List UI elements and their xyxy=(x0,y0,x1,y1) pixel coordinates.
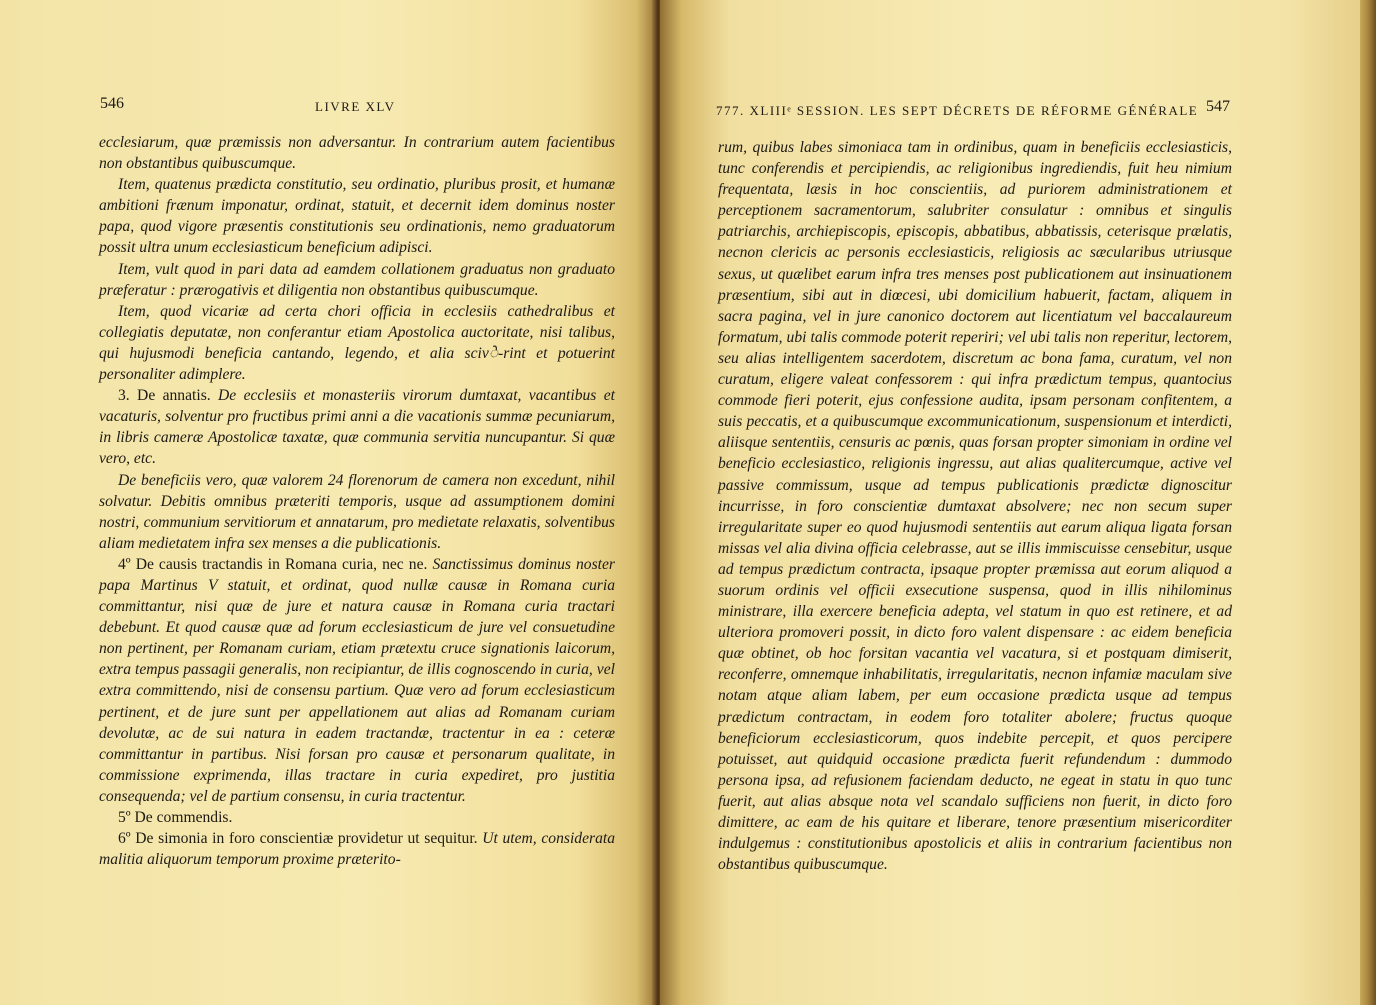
body-text-right xyxy=(718,137,1232,875)
text-run: 6º De simonia in foro conscientiæ providetur ut sequitur. xyxy=(118,830,483,848)
running-header-right: 777. XLIIIᵉ SESSION. LES SEPT DÉCRETS DE RÉFORME GÉNÉRALE xyxy=(716,103,1199,118)
text-run: Item, vult quod in pari data ad eamdem collationem graduatus non graduato præferatur : prærogativis et diligentia non obstantibus quibuscumque. xyxy=(99,260,615,299)
paragraph xyxy=(99,828,615,870)
running-header-left: LIVRE XLV xyxy=(315,99,396,114)
page-number-left: 546 xyxy=(100,95,124,112)
left-page xyxy=(0,0,656,1005)
text-run: Item, quod vicariæ ad certa chori officia in ecclesiis cathedralibus et collegiatis deputatæ, non conferantur etiam Apostolica auctoritate, nisi talibus, qui hujusmodi beneficia cantando, legendo, et alia scivे-rint et potuerint personaliter adimplere. xyxy=(99,302,615,384)
paragraph xyxy=(99,301,615,385)
paragraph xyxy=(99,470,615,554)
text-run: ecclesiarum, quæ præmissis non adversantur. In contrarium autem facientibus non obstantibus quibuscumque. xyxy=(99,134,615,173)
text-run: Sanctissimus dominus noster papa Martinus V statuit, et ordinat, quod nullæ causæ in Romana curia committantur, nisi quæ de jure et natura causæ in Romana curia tractari debebunt. Et quod causæ quæ ad forum ecclesiasticum de jure vel consuetudine non pertinent, per Romanam curiam, etiam prætextu cruce signationis laicorum, extra tempus passagii generalis, non recipiantur, de illis cognoscendo in curia, vel extra committendo, nisi de consensu partium. Quæ vero ad forum ecclesiasticum pertinent, et de jure sunt per appellationem aut alias ad Romanam curiam devolutæ, ac de sui natura in eadem tractandæ, tractentur in ea : ceteræ committantur in partibus. Nisi forsan pro causæ et personarum qualitate, in commissione exprimenda, illas tractare in curia expediret, pro justitia consequenda; vel de partium consensu, in curia tractentur. xyxy=(99,555,615,805)
paragraph xyxy=(99,807,615,828)
body-text-left xyxy=(99,132,615,870)
paragraph xyxy=(718,137,1232,875)
paragraph xyxy=(99,385,615,469)
page-number-right: 547 xyxy=(1206,98,1230,115)
page-edges xyxy=(1360,0,1376,1005)
text-run: Ut utem, considerata malitia aliquorum temporum proxime præterito- xyxy=(99,830,615,869)
paragraph xyxy=(99,259,615,301)
text-run: De ecclesiis et monasteriis virorum dumtaxat, vacantibus et vacaturis, solventur pro fructibus primi anni a die vacationis summæ pecuniarum, in libris cameræ Apostolicæ taxatæ, quæ communia servitia nuncupantur. Si quæ vero, etc. xyxy=(99,387,615,468)
paragraph xyxy=(99,174,615,258)
paragraph xyxy=(99,554,615,807)
text-run: rum, quibus labes simoniaca tam in ordinibus, quam in beneficiis ecclesiasticis, tunc conferendis et percipiendis, ac religionibus ingrediendis, fuit heu nimium frequentata, læsis in hoc conscientiis, ad puriorem administrationem et perceptionem sacramentorum, salubriter consulatur : omnibus et singulis patriarchis, archiepiscopis, episcopis, abbatibus, abbatissis, ceterisque prælatis, necnon clericis ac personis ecclesiasticis, religiosis ac sæcularibus utriusque sexus, ut quælibet earum infra tres menses post publicationem aut insinuationem præsentium, sibi aut in diœcesi, ubi domicilium habuerit, factam, aliquem in sacra pagina, vel in jure canonico doctorem aut licentiatum vel baccalaureum formatum, ubi talis commode poterit reperiri; vel ubi talis non reperitur, lectorem, seu alias intelligentem sacerdotem, discretum ac bona fama, curatum, vel non curatum, eligere valeat confessorem : qui infra prædictum tempus, quantocius commode fieri poterit, ejus confessione audita, ipsam personam confitentem, a suis peccatis, et a quibuscumque excommunicationum, suspensionum et interdicti, aliisque sententiis, censuris ac pœnis, quas forsan propter simoniam in ordine vel beneficio ecclesiastico, religionis ingressu, aut alias qualitercumque, active vel passive commissum, usque ad tempus publicationis prædictæ dignoscitur incurrisse, in foro conscientiæ dumtaxat absolvere; nec non secum super irregularitate super eo quod hujusmodi sententiis aut earum aliqua ligata forsan missas vel alia divina officia celebrasse, aut se illis immiscuisse censebitur, usque ad tempus prædictum contracta, ipsaque propter præmissa aut eorum aliquod a suorum ordinis vel officii exsecutione suspensa, quod in illis nihilominus ministrare, illa exercere beneficia adepta, vel statum in quo est retinere, et ad ulteriora promoveri possit, in dicto foro valent dispensare : ac eidem beneficia quæ obtinet, ob hoc forsitan vacantia vel vacatura, si et postquam dimiserit, reconferre, omnemque inhabilitatis, irregularitatis, necnon infamiæ maculam sive notam atque aliam labem, per eum occasione prædicta usque ad tempus prædictum contractam, in eodem foro totaliter abolere; fructus quoque beneficiorum ecclesiasticorum, quos indebite percepit, et quos percipere potuisset, aut quidquid occasione prædicta fuerit refundendum : dummodo persona ipsa, ad refusionem faciendam deducto, ne egeat in statu in quo tunc fuerit, aut alias absque nota vel scandalo sufficiens non fuerit, in dicto foro dimittere, ac eam de his quitare et liberare, tenore præsentium misericorditer indulgemus : constitutionibus apostolicis et aliis in contrarium facientibus non obstantibus quibuscumque. xyxy=(718,139,1232,874)
right-page xyxy=(660,0,1360,1005)
text-run: 4º De causis tractandis in Romana curia, nec ne. xyxy=(118,555,433,573)
text-run: 5º De commendis. xyxy=(118,809,233,826)
text-run: De beneficiis vero, quæ valorem 24 florenorum de camera non excedunt, nihil solvatur. Debitis omnibus præteriti temporis, usque ad assumptionem domini nostri, communium servitiorum et annatarum, pro medietate relaxatis, solventibus aliam medietatem infra sex menses a die publicationis. xyxy=(99,471,615,552)
text-run: 3. De annatis. xyxy=(118,387,219,405)
text-run: Item, quatenus prædicta constitutio, seu ordinatio, pluribus prosit, et humanæ ambitioni frænum imponatur, ordinat, statuit, et decernit idem dominus noster papa, quod vigore præsentis constitutionis seu ordinationis, nemo graduatorum possit ultra unum ecclesiasticum beneficium adipisci. xyxy=(99,176,615,257)
paragraph xyxy=(99,132,615,174)
